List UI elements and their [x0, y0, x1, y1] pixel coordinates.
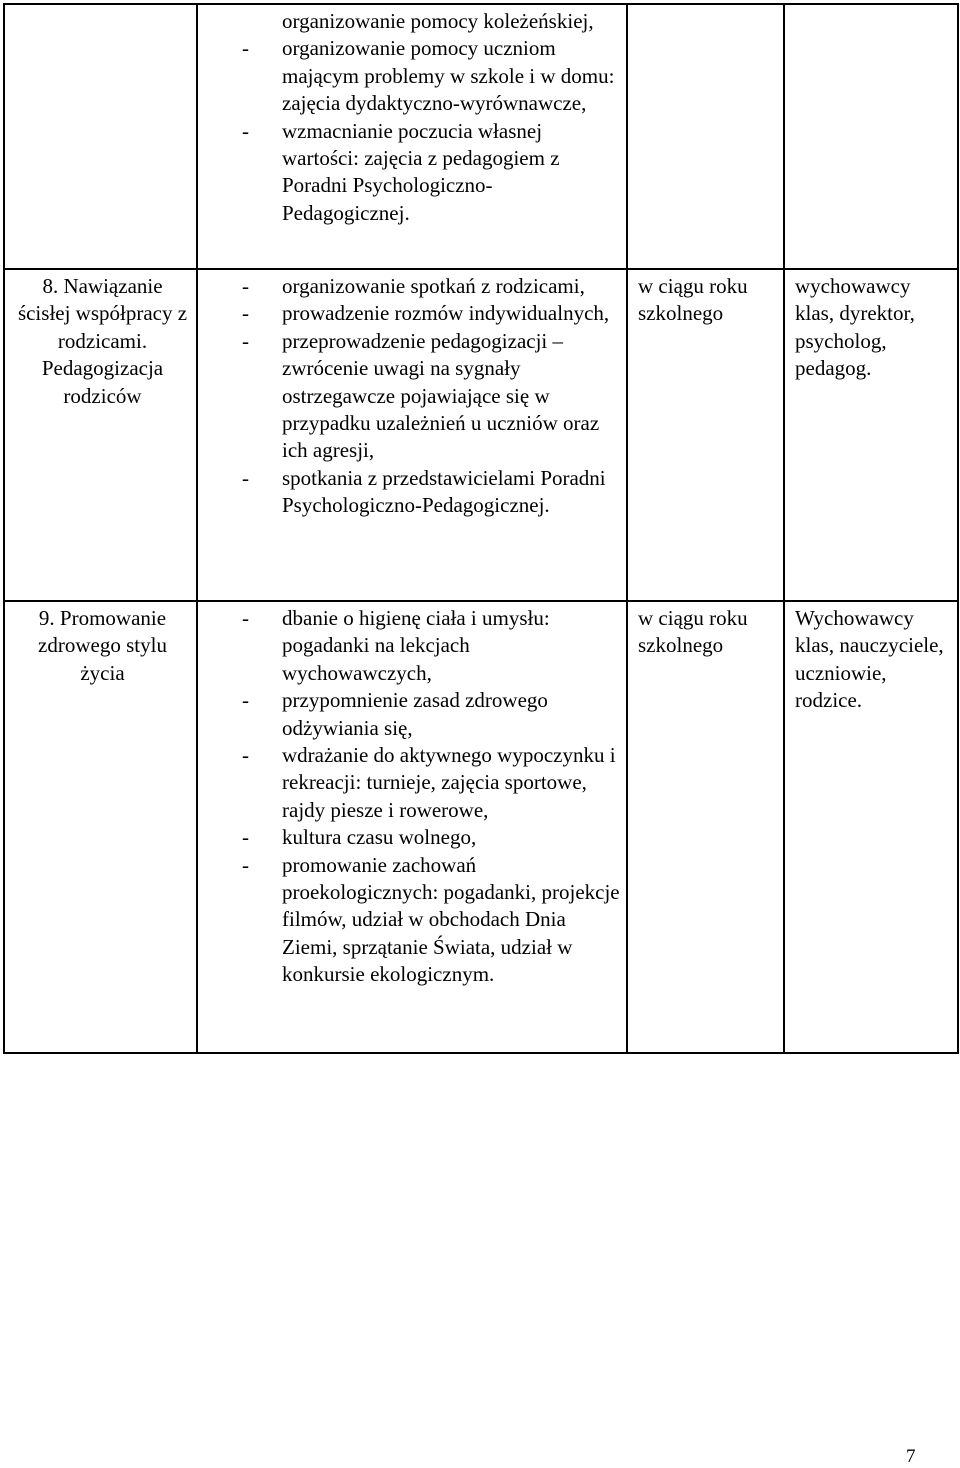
responsible-text: wychowawcy klas, dyrektor, psycholog, pedagog.: [795, 274, 915, 381]
actions-cell: [197, 269, 627, 601]
bullet-dash: -: [242, 606, 249, 630]
task-cell: [4, 601, 197, 1053]
list-item: [208, 605, 620, 687]
bullet-dash: -: [242, 743, 249, 768]
actions-list: [208, 35, 620, 227]
bullet-dash: -: [242, 328, 249, 353]
actions-continuation: organizowanie pomocy koleżeńskiej,: [282, 9, 594, 33]
list-item: [208, 118, 620, 228]
bullet-dash: -: [242, 274, 249, 298]
bullet-dash: -: [242, 688, 249, 713]
term-cell: [627, 601, 784, 1053]
responsible-text: Wychowawcy klas, nauczyciele, uczniowie, rodzice.: [795, 606, 944, 713]
actions-list: [208, 605, 620, 989]
task-cell: [4, 4, 197, 269]
bullet-dash: -: [242, 36, 249, 61]
responsible-cell: [784, 4, 958, 269]
list-item: [208, 687, 620, 742]
list-item: [208, 300, 620, 327]
actions-cell: [197, 601, 627, 1053]
list-item: [208, 328, 620, 465]
term-cell: [627, 4, 784, 269]
bullet-dash: -: [242, 465, 249, 490]
list-item-text: dbanie o higienę ciała i umysłu: pogadanki na lekcjach wychowawczych,: [282, 606, 550, 685]
list-item: [208, 465, 620, 520]
list-item: [208, 852, 620, 989]
list-item-text: przypomnienie zasad zdrowego odżywiania się,: [282, 688, 548, 740]
list-item-text: wzmacnianie poczucia własnej wartości: zajęcia z pedagogiem z Poradni Psychologiczno-Pedagogicznej.: [282, 118, 560, 225]
bullet-dash: -: [242, 852, 249, 877]
list-item-text: spotkania z przedstawicielami Poradni Psychologiczno-Pedagogicznej.: [282, 465, 606, 518]
term-cell: [627, 269, 784, 601]
list-item-text: organizowanie pomocy uczniom mającym problemy w szkole i w domu: zajęcia dydaktyczno-wyrównawcze,: [282, 36, 615, 116]
list-item-text: przeprowadzenie pedagogizacji – zwrócenie uwagi na sygnały ostrzegawcze pojawiające się w przypadku uzależnień u uczniów oraz ich agresji,: [282, 328, 600, 463]
responsible-cell: [784, 269, 958, 601]
term-text: w ciągu roku szkolnego: [638, 274, 748, 326]
task-text: 8. Nawiązanie ścisłej współpracy z rodzicami. Pedagogizacja rodziców: [17, 274, 188, 408]
bullet-dash: -: [242, 118, 249, 143]
list-item: [208, 742, 620, 824]
term-text: w ciągu roku szkolnego: [638, 606, 748, 658]
task-text: 9. Promowanie zdrowego stylu życia: [38, 606, 167, 685]
list-item-text: organizowanie spotkań z rodzicami,: [282, 274, 585, 298]
list-item-text: prowadzenie rozmów indywidualnych,: [282, 301, 610, 326]
page-number: 7: [906, 1446, 916, 1467]
plan-table: [3, 3, 959, 1054]
list-item: [208, 824, 620, 851]
list-item-text: promowanie zachowań proekologicznych: pogadanki, projekcje filmów, udział w obchodach Dnia Ziemi, sprzątanie Świata, udział w konkursie ekologicznym.: [282, 852, 620, 987]
table-row: [4, 601, 958, 1053]
responsible-cell: [784, 601, 958, 1053]
bullet-dash: -: [242, 301, 249, 326]
task-cell: [4, 269, 197, 601]
list-item: [208, 35, 620, 117]
list-item-text: wdrażanie do aktywnego wypoczynku i rekreacji: turnieje, zajęcia sportowe, rajdy piesze i rowerowe,: [282, 743, 616, 822]
table-row: [4, 269, 958, 601]
table-row: [4, 4, 958, 269]
list-item: [208, 273, 620, 300]
bullet-dash: -: [242, 825, 249, 850]
list-item-text: kultura czasu wolnego,: [282, 825, 477, 850]
actions-cell: [197, 4, 627, 269]
actions-list: [208, 273, 620, 520]
